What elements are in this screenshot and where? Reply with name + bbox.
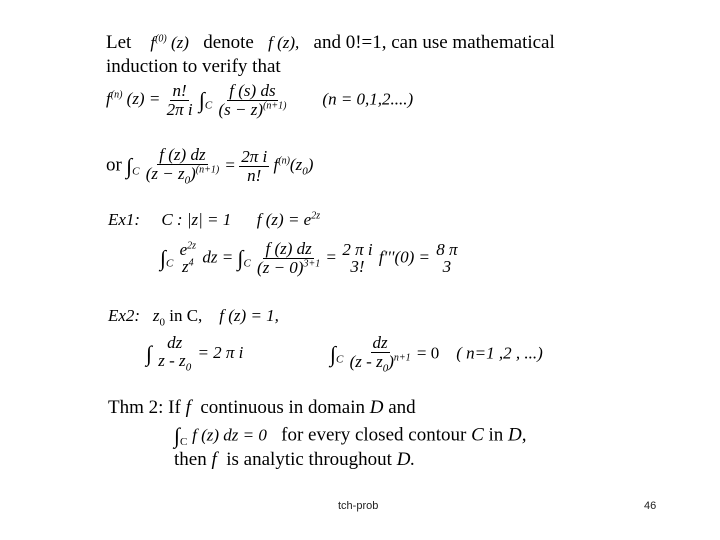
example2-label: Ex2: (108, 306, 141, 325)
formula2-rhs: $f^{(n)}(z_0)$ (273, 155, 314, 178)
example1-computation: $\int_C$ $e^{2z}$ $z^4$ dz = $\int_C$ $\frac{f (z) dz}{(z - 0)^{3+1}}$ = 2 π i 3! f'''(0) = 8 π 3 (160, 239, 458, 277)
theorem2-line-2: $\int_C$ f (z) dz = 0 for every closed contour C in D, (174, 423, 527, 449)
example2-result-2: = 0 (416, 343, 440, 363)
example2-range: ( n=1 ,2 , ...) (456, 343, 543, 363)
formula2-coefficient: $\frac{\text{2π i}}{n!}$ (241, 147, 268, 185)
example1-contour: C : |z| = 1 (161, 210, 232, 229)
fz-notation: f (z), (268, 33, 300, 52)
example2-function: f (z) = 1, (219, 306, 279, 325)
formula2-fraction: $\frac{f (z) dz}{(z - z_0)^{(n+1)}}$ (145, 145, 220, 187)
integral-contour: C (204, 99, 213, 112)
f0-notation: $f^{(0)}$ (z) (150, 33, 189, 52)
example1-function: f $(z) = e^{2z}$ (256, 210, 321, 229)
example1-result: 8 π 3 (436, 239, 458, 277)
example1-integrand: $e^{2z}$ $z^4$ (179, 239, 197, 277)
example2-integrand-2: $\frac{dz}{(z - z_0)^{n+1}}$ (349, 333, 411, 375)
example1-header (108, 210, 320, 230)
example2-condition: $z_0$ in C, (152, 306, 203, 329)
example2-result-1: = 2 π i (197, 342, 244, 362)
example1-label: Ex1: (108, 210, 141, 229)
cauchy-integral-alt-form: or $\int_C$ $\frac{f (z) dz}{(z - z_0)^{(n+1)}}$ = $\frac{\text{2π i}}{n!}$ $f^{(n)}(z_0)$ (106, 145, 314, 187)
closed-contour-integral: f (z) dz = 0 (192, 425, 267, 445)
example2-header (108, 306, 279, 328)
formula1-fraction: $\frac{f (s) ds}{(s - z)^{(n+1)}}$ (218, 81, 287, 119)
intro-line-2: induction to verify that (106, 56, 281, 77)
page-number: 46 (644, 500, 657, 512)
integral-sign: ∫ (330, 341, 337, 367)
integral-sign: ∫ (160, 245, 167, 271)
or-text: or (106, 154, 122, 176)
intro-line-1 (106, 32, 555, 54)
theorem2-line-3: then f is analytic throughout D. (174, 449, 416, 470)
integral-sign: ∫ (174, 423, 181, 448)
example1-coefficient: 2 π i 3! (342, 239, 373, 277)
example2-case-n0 (146, 334, 243, 374)
theorem2-line-1: Thm 2: If f continuous in domain D and (108, 397, 416, 418)
integral-sign: ∫ (126, 153, 133, 179)
intro-let: Let (106, 32, 132, 53)
formula1-range: (n = 0,1,2....) (322, 89, 414, 109)
intro-denote: denote (203, 32, 254, 53)
integral-sign: ∫ (146, 340, 153, 366)
example2-integrand-1: dz z - $z_0$ (158, 333, 192, 374)
formula1-lhs: $f^{(n)}$ (z) = (106, 89, 161, 109)
intro-and-text: and 0!=1, can use mathematical (313, 32, 555, 53)
cauchy-formula-derivative (106, 82, 413, 119)
integral-sign: ∫ (198, 87, 205, 113)
integral-sign: ∫ (237, 245, 244, 271)
example2-case-higher: $\int_C$ $\frac{dz}{(z - z_0)^{n+1}}$ = 0 ( n=1 ,2 , ...) (330, 333, 543, 375)
example1-fraction: $\frac{f (z) dz}{(z - 0)^{3+1}}$ (257, 239, 321, 277)
footer-title: tch-prob (338, 500, 379, 512)
formula1-coefficient: $\frac{n!}{\text{2π i}}$ (166, 81, 193, 119)
example1-derivative: f'''(0) = (378, 247, 430, 267)
